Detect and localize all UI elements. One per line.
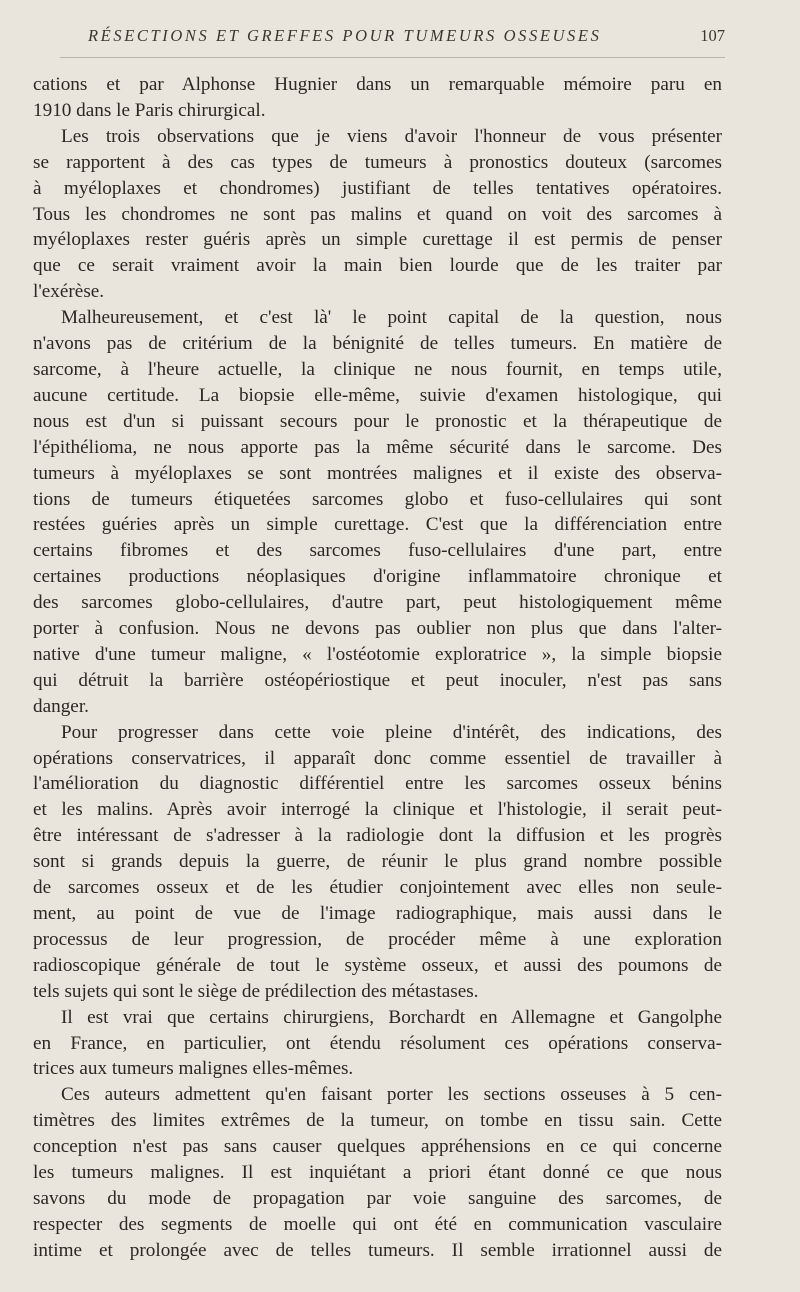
text-line: se rapportent à des cas types de tumeurs à pronostics douteux (sarcomes (33, 151, 722, 173)
text-line: Pour progresser dans cette voie pleine d'intérêt, des indications, des (61, 721, 722, 743)
text-line: l'exérèse. (33, 281, 105, 303)
text-line: Ces auteurs admettent qu'en faisant porter les sections osseuses à 5 cen- (61, 1084, 722, 1106)
text-line: ment, au point de vue de l'image radiographique, mais aussi dans le (33, 903, 722, 924)
text-line: intime et prolongée avec de telles tumeurs. Il semble irrationnel aussi de (33, 1239, 722, 1261)
text-line: les tumeurs malignes. Il est inquiétant a priori étant donné ce que nous (33, 1162, 722, 1184)
text-line: certains fibromes et des sarcomes fuso-cellulaires d'une part, entre (33, 540, 722, 562)
text-line: radioscopique générale de tout le système osseux, et aussi des poumons de (33, 954, 722, 976)
text-line: native d'une tumeur maligne, « l'ostéotomie exploratrice », la simple biopsie (33, 643, 722, 665)
text-line: aucune certitude. La biopsie elle-même, suivie d'examen histologique, qui (33, 384, 722, 406)
text-line: l'amélioration du diagnostic différentiel entre les sarcomes osseux bénins (33, 773, 722, 795)
text-line: sarcome, à l'heure actuelle, la clinique ne nous fournit, en temps utile, (33, 358, 722, 380)
text-line: en France, en particulier, ont étendu résolument ces opérations conserva- (33, 1032, 722, 1054)
text-line: porter à confusion. Nous ne devons pas oublier non plus que dans l'alter- (33, 618, 722, 640)
text-line: savons du mode de propagation par voie sanguine des sarcomes, de (33, 1187, 722, 1209)
text-line: de sarcomes osseux et de les étudier conjointement avec elles non seule- (33, 877, 722, 899)
running-header (60, 26, 725, 52)
text-line: danger. (33, 695, 89, 717)
text-line: Malheureusement, et c'est là' le point capital de la question, nous (61, 307, 722, 329)
text-line: cations et par Alphonse Hugnier dans un remarquable mémoire paru en (33, 74, 722, 95)
text-line: conception n'est pas sans causer quelques appréhensions en ce qui concerne (33, 1136, 722, 1158)
text-line: Il est vrai que certains chirurgiens, Borchardt en Allemagne et Gangolphe (61, 1006, 722, 1028)
text-line: n'avons pas de critérium de la bénignité de telles tumeurs. En matière de (33, 333, 722, 355)
body-text (33, 72, 722, 1264)
text-line: tions de tumeurs étiquetées sarcomes globo et fuso-cellulaires qui sont (33, 488, 722, 510)
text-line: restées guéries après un simple curettage. C'est que la différenciation entre (33, 514, 722, 536)
text-line: que ce serait vraiment avoir la main bien lourde que de les traiter par (33, 255, 722, 277)
text-line: des sarcomes globo-cellulaires, d'autre part, peut histologiquement même (33, 592, 722, 614)
text-line: myéloplaxes rester guéris après un simple curettage il est permis de penser (33, 229, 722, 251)
text-line: et les malins. Après avoir interrogé la clinique et l'histologie, il serait peut- (33, 799, 722, 821)
text-line: nous est d'un si puissant secours pour le pronostic et la thérapeutique de (33, 410, 722, 432)
text-line: timètres des limites extrêmes de la tumeur, on tombe en tissu sain. Cette (33, 1110, 722, 1132)
text-line: l'épithélioma, ne nous apporte pas la même sécurité dans le sarcome. Des (33, 436, 722, 458)
text-line: Les trois observations que je viens d'avoir l'honneur de vous présenter (61, 125, 722, 147)
page-number: 107 (700, 26, 725, 45)
text-line: Tous les chondromes ne sont pas malins et quand on voit des sarcomes à (33, 203, 722, 225)
text-line: qui détruit la barrière ostéopériostique et peut inoculer, n'est pas sans (33, 669, 722, 691)
text-line: à myéloplaxes et chondromes) justifiant de telles tentatives opératoires. (33, 177, 722, 199)
text-line: sont si grands depuis la guerre, de réunir le plus grand nombre possible (33, 851, 722, 873)
text-line: processus de leur progression, de procéder même à une exploration (33, 928, 722, 950)
text-line: tumeurs à myéloplaxes se sont montrées malignes et il existe des observa- (33, 462, 722, 484)
running-title: RÉSECTIONS ET GREFFES POUR TUMEURS OSSEUSES (88, 26, 602, 45)
header-rule (60, 57, 725, 58)
text-line: trices aux tumeurs malignes elles-mêmes. (33, 1058, 354, 1080)
text-line: respecter des segments de moelle qui ont été en communication vasculaire (33, 1213, 722, 1235)
text-line: être intéressant de s'adresser à la radiologie dont la diffusion et les progrès (33, 825, 722, 847)
text-line: tels sujets qui sont le siège de prédilection des métastases. (33, 980, 479, 1002)
text-line: 1910 dans le Paris chirurgical. (33, 99, 266, 121)
text-line: opérations conservatrices, il apparaît donc comme essentiel de travailler à (33, 747, 722, 769)
text-line: certaines productions néoplasiques d'origine inflammatoire chronique et (33, 566, 722, 588)
